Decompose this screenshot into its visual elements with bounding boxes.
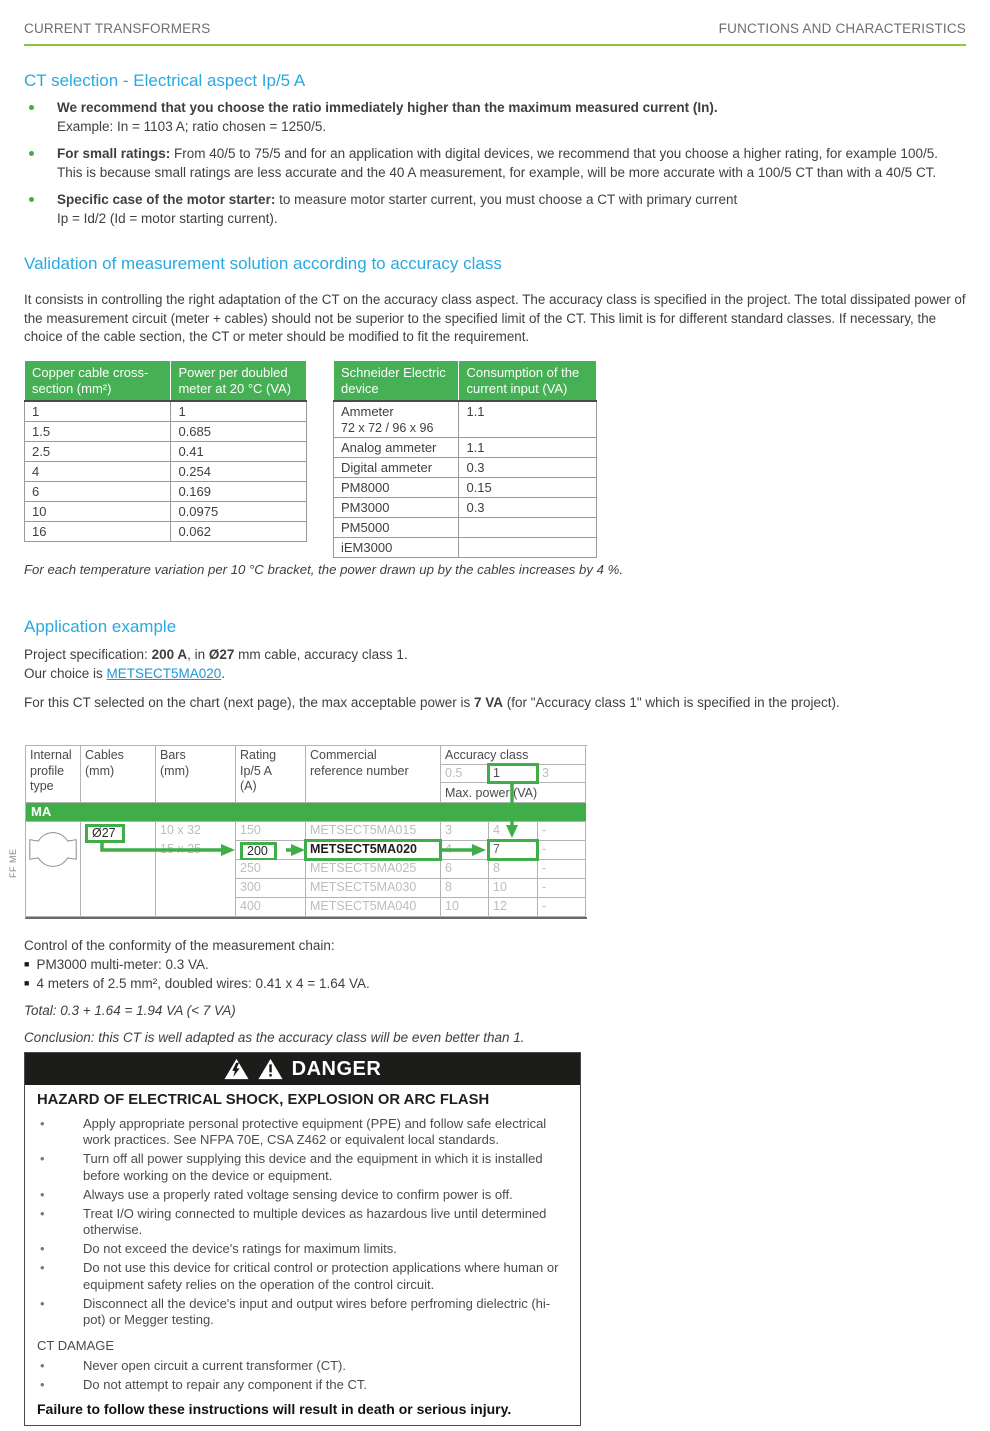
bars-value: 15 x 25 — [160, 842, 202, 856]
text: 4 meters of 2.5 mm², doubled wires: 0.41 x 4 = 1.64 VA. — [36, 976, 370, 991]
table-row — [25, 401, 307, 422]
cell: 10 — [25, 502, 171, 522]
accuracy-class-1-selected: 1 — [489, 765, 538, 783]
column-header: Copper cable cross-section (mm²) — [25, 361, 171, 402]
danger-warning-box — [24, 1052, 581, 1426]
choice-line — [24, 664, 408, 683]
bullet-bold-text: Specific case of the motor starter: — [57, 192, 276, 207]
table-row — [334, 538, 597, 558]
column-header: Power per doubled meter at 20 °C (VA) — [171, 361, 307, 402]
device-consumption-table — [333, 360, 597, 558]
general-warning-icon — [258, 1058, 283, 1080]
ct-window-profile-icon — [27, 824, 79, 875]
rating-cell: 300 — [236, 879, 306, 898]
text: Commercial — [310, 748, 377, 762]
column-header: Consumption of the current input (VA) — [459, 361, 597, 402]
power-cell-selected: 7 — [489, 841, 538, 860]
section-title-application: Application example — [24, 617, 177, 636]
text: (A) — [240, 779, 257, 793]
power-cell: 4 — [441, 841, 489, 860]
text: (mm) — [160, 763, 190, 778]
cell: 1.1 — [459, 438, 597, 458]
spec-current: 200 A — [151, 647, 188, 662]
power-cell: - — [538, 860, 586, 879]
reference-cell: METSECT5MA040 — [306, 898, 441, 917]
text: Project specification: — [24, 647, 152, 662]
cell: 0.254 — [171, 462, 307, 482]
device-name: Ammeter — [341, 403, 394, 419]
text: Our choice is — [24, 666, 107, 681]
power-cell: - — [538, 822, 586, 841]
cell: 0.15 — [459, 478, 597, 498]
power-cell: - — [538, 841, 586, 860]
list-item: • Turn off all power supplying this device and the equipment in which it is installed before working on the device or equipment. — [37, 1151, 568, 1184]
table-row — [25, 422, 307, 442]
table-row — [334, 498, 597, 518]
list-item: • Treat I/O wiring connected to multiple devices as hazardous live until determined otherwise. — [37, 1206, 568, 1239]
project-spec-line — [24, 645, 408, 664]
accuracy-class-0_5: 0.5 — [441, 765, 489, 783]
bullet-text: From 40/5 to 75/5 and for an application with digital devices, we recommend that you choose a higher rating, for example 100/5. This is because small ratings are less accurate and the 40 A measurement, for example, will be more accurate with a 100/5 CT than with a 40/5 CT. — [57, 146, 938, 180]
cell: 0.41 — [171, 442, 307, 462]
text: Bars — [160, 748, 186, 762]
reference-cell-selected: METSECT5MA020 — [306, 841, 441, 860]
bars-value-cell — [156, 822, 236, 917]
text: (mm) — [85, 763, 115, 778]
power-cell: - — [538, 879, 586, 898]
cell: 0.3 — [459, 458, 597, 478]
accuracy-class-3: 3 — [538, 765, 586, 783]
table-row — [334, 401, 597, 438]
col-header-profile — [26, 746, 81, 803]
profile-band-ma: MA — [26, 803, 586, 822]
cell: 1 — [25, 401, 171, 422]
cell: 16 — [25, 522, 171, 542]
application-spec — [24, 645, 408, 683]
cell: 1.5 — [25, 422, 171, 442]
conformity-conclusion: Conclusion: this CT is well adapted as the accuracy class will be even better than 1. — [24, 1030, 525, 1045]
validation-paragraph: It consists in controlling the right adaptation of the CT on the accuracy class aspect. The accuracy class is specified in the project. The total dissipated power of the measurement circuit (meter + cables) should not be superior to the specified limit of the CT. This limit is for different standard classes. If necessary, the choice of the cable section, the CT or meter should be modified to fit the requirement. — [24, 292, 966, 344]
header-rule — [24, 44, 966, 46]
cell: Analog ammeter — [334, 438, 459, 458]
power-cell: 3 — [441, 822, 489, 841]
table-row — [334, 518, 597, 538]
accuracy-class-header: Accuracy class — [441, 746, 586, 765]
cell: PM5000 — [334, 518, 459, 538]
electric-shock-warning-icon — [224, 1058, 249, 1080]
conformity-item — [24, 974, 525, 993]
cell — [459, 518, 597, 538]
cell: PM8000 — [334, 478, 459, 498]
cell: 0.0975 — [171, 502, 307, 522]
cell: 1 — [171, 401, 307, 422]
ct-selection-bullets — [24, 98, 958, 236]
text: For this CT selected on the chart (next page), the max acceptable power is — [24, 695, 474, 710]
list-item: • Never open circuit a current transformer (CT). — [37, 1358, 568, 1375]
table-row — [25, 502, 307, 522]
max-power-header: Max. power (VA) — [441, 783, 586, 803]
list-item: • Do not exceed the device's ratings for maximum limits. — [37, 1241, 568, 1258]
cell: 0.169 — [171, 482, 307, 502]
cell: iEM3000 — [334, 538, 459, 558]
page-header — [24, 21, 966, 36]
text: (for "Accuracy class 1" which is specified in the project). — [503, 695, 840, 710]
table-row — [25, 522, 307, 542]
bars-value: 10 x 32 — [160, 823, 202, 837]
column-header: Schneider Electric device — [334, 361, 459, 402]
list-item — [24, 190, 958, 228]
chart-grid — [25, 745, 587, 919]
danger-header — [25, 1053, 580, 1085]
rating-cell: 400 — [236, 898, 306, 917]
list-item: • Apply appropriate personal protective equipment (PPE) and follow safe electrical work practices. See NFPA 70E, CSA Z462 or equivalent local standards. — [37, 1116, 568, 1149]
col-header-reference — [306, 746, 441, 803]
rating-cell: 150 — [236, 822, 306, 841]
section-title-validation: Validation of measurement solution according to accuracy class — [24, 254, 502, 273]
rating-cell: 250 — [236, 860, 306, 879]
rating-selected: 200 — [240, 842, 277, 861]
hazard-heading: HAZARD OF ELECTRICAL SHOCK, EXPLOSION OR ARC FLASH — [37, 1092, 490, 1108]
bullet-line2: Example: In = 1103 A; ratio chosen = 1250/5. — [57, 119, 327, 134]
power-cell: - — [538, 898, 586, 917]
list-item — [24, 98, 958, 136]
cell: 0.062 — [171, 522, 307, 542]
list-item: • Do not use this device for critical control or protection applications where human or equipment safety relies on the operation of the control circuit. — [37, 1260, 568, 1293]
power-cell: 8 — [489, 860, 538, 879]
cell: 2.5 — [25, 442, 171, 462]
col-header-cables — [81, 746, 156, 803]
bullet-bold-text: We recommend that you choose the ratio immediately higher than the maximum measured current (In). — [57, 100, 718, 115]
product-reference-link[interactable]: METSECT5MA020 — [106, 666, 222, 681]
power-cell: 10 — [489, 879, 538, 898]
power-cell: 8 — [441, 879, 489, 898]
cell: Digital ammeter — [334, 458, 459, 478]
ct-damage-label: CT DAMAGE — [37, 1337, 115, 1353]
power-cell: 12 — [489, 898, 538, 917]
danger-title: DANGER — [291, 1057, 382, 1080]
table-row — [334, 478, 597, 498]
conformity-total: Total: 0.3 + 1.64 = 1.94 VA (< 7 VA) — [24, 1003, 236, 1018]
ct-selection-chart — [25, 745, 587, 919]
text: Cables — [85, 748, 124, 762]
text: Ip/5 A — [240, 763, 272, 778]
table-row — [334, 458, 597, 478]
conformity-item — [24, 955, 525, 974]
text: PM3000 multi-meter: 0.3 VA. — [36, 957, 209, 972]
bullet-bold-text: For small ratings: — [57, 146, 171, 161]
table-row — [25, 482, 307, 502]
profile-shape-cell — [26, 822, 81, 917]
table-row — [25, 462, 307, 482]
cell: 6 — [25, 482, 171, 502]
text: . — [221, 666, 226, 681]
header-left: CURRENT TRANSFORMERS — [24, 21, 211, 36]
text: Rating — [240, 748, 277, 762]
bullet-text: to measure motor starter current, you must choose a CT with primary current — [275, 192, 738, 207]
danger-bullet-list — [37, 1116, 568, 1329]
col-header-rating — [236, 746, 306, 803]
cell: 0.3 — [459, 498, 597, 518]
list-item: • Do not attempt to repair any component if the CT. — [37, 1377, 568, 1394]
application-note — [24, 693, 969, 712]
table-row — [334, 438, 597, 458]
cell: 0.685 — [171, 422, 307, 442]
max-power-value: 7 VA — [473, 695, 503, 710]
cell — [334, 401, 459, 438]
reference-cell: METSECT5MA025 — [306, 860, 441, 879]
table-row — [25, 442, 307, 462]
device-size: 72 x 72 / 96 x 96 — [341, 420, 434, 435]
col-header-bars — [156, 746, 236, 803]
power-cell: 4 — [489, 822, 538, 841]
rating-cell-selected — [236, 841, 306, 860]
bullet-line2: Ip = Id/2 (Id = motor starting current). — [57, 211, 278, 226]
ct-damage-bullet-list — [37, 1358, 568, 1394]
cell: PM3000 — [334, 498, 459, 518]
power-cell: 6 — [441, 860, 489, 879]
cables-value-cell — [81, 822, 156, 917]
conformity-intro: Control of the conformity of the measurement chain: — [24, 938, 335, 953]
spec-diameter: Ø27 — [208, 647, 235, 662]
power-cell: 10 — [441, 898, 489, 917]
reference-cell: METSECT5MA030 — [306, 879, 441, 898]
text: Internal — [30, 748, 72, 762]
cell — [459, 538, 597, 558]
temperature-note: For each temperature variation per 10 °C bracket, the power drawn up by the cables increases by 4 %. — [24, 562, 624, 577]
text: mm cable, accuracy class 1. — [234, 647, 408, 662]
header-right: FUNCTIONS AND CHARACTERISTICS — [718, 21, 966, 36]
copper-cable-table — [24, 360, 307, 542]
text: type — [30, 779, 54, 793]
list-item: • Always use a properly rated voltage sensing device to confirm power is off. — [37, 1187, 568, 1204]
failure-statement: Failure to follow these instructions will result in death or serious injury. — [37, 1400, 512, 1417]
cell: 4 — [25, 462, 171, 482]
reference-cell: METSECT5MA015 — [306, 822, 441, 841]
list-item: • Disconnect all the device's input and output wires before perfroming dielectric (hi-pot) or Megger testing. — [37, 1296, 568, 1329]
cell: 1.1 — [459, 401, 597, 438]
list-item — [24, 144, 958, 182]
section-title-ct-selection: CT selection - Electrical aspect Ip/5 A — [24, 71, 306, 90]
text: profile — [30, 763, 65, 778]
cable-diameter-selected: Ø27 — [85, 824, 125, 843]
text: , in — [187, 647, 209, 662]
danger-body — [25, 1085, 580, 1425]
text: reference number — [310, 763, 409, 778]
side-reference-label: FF ME — [8, 848, 18, 878]
conformity-block — [24, 936, 525, 1047]
